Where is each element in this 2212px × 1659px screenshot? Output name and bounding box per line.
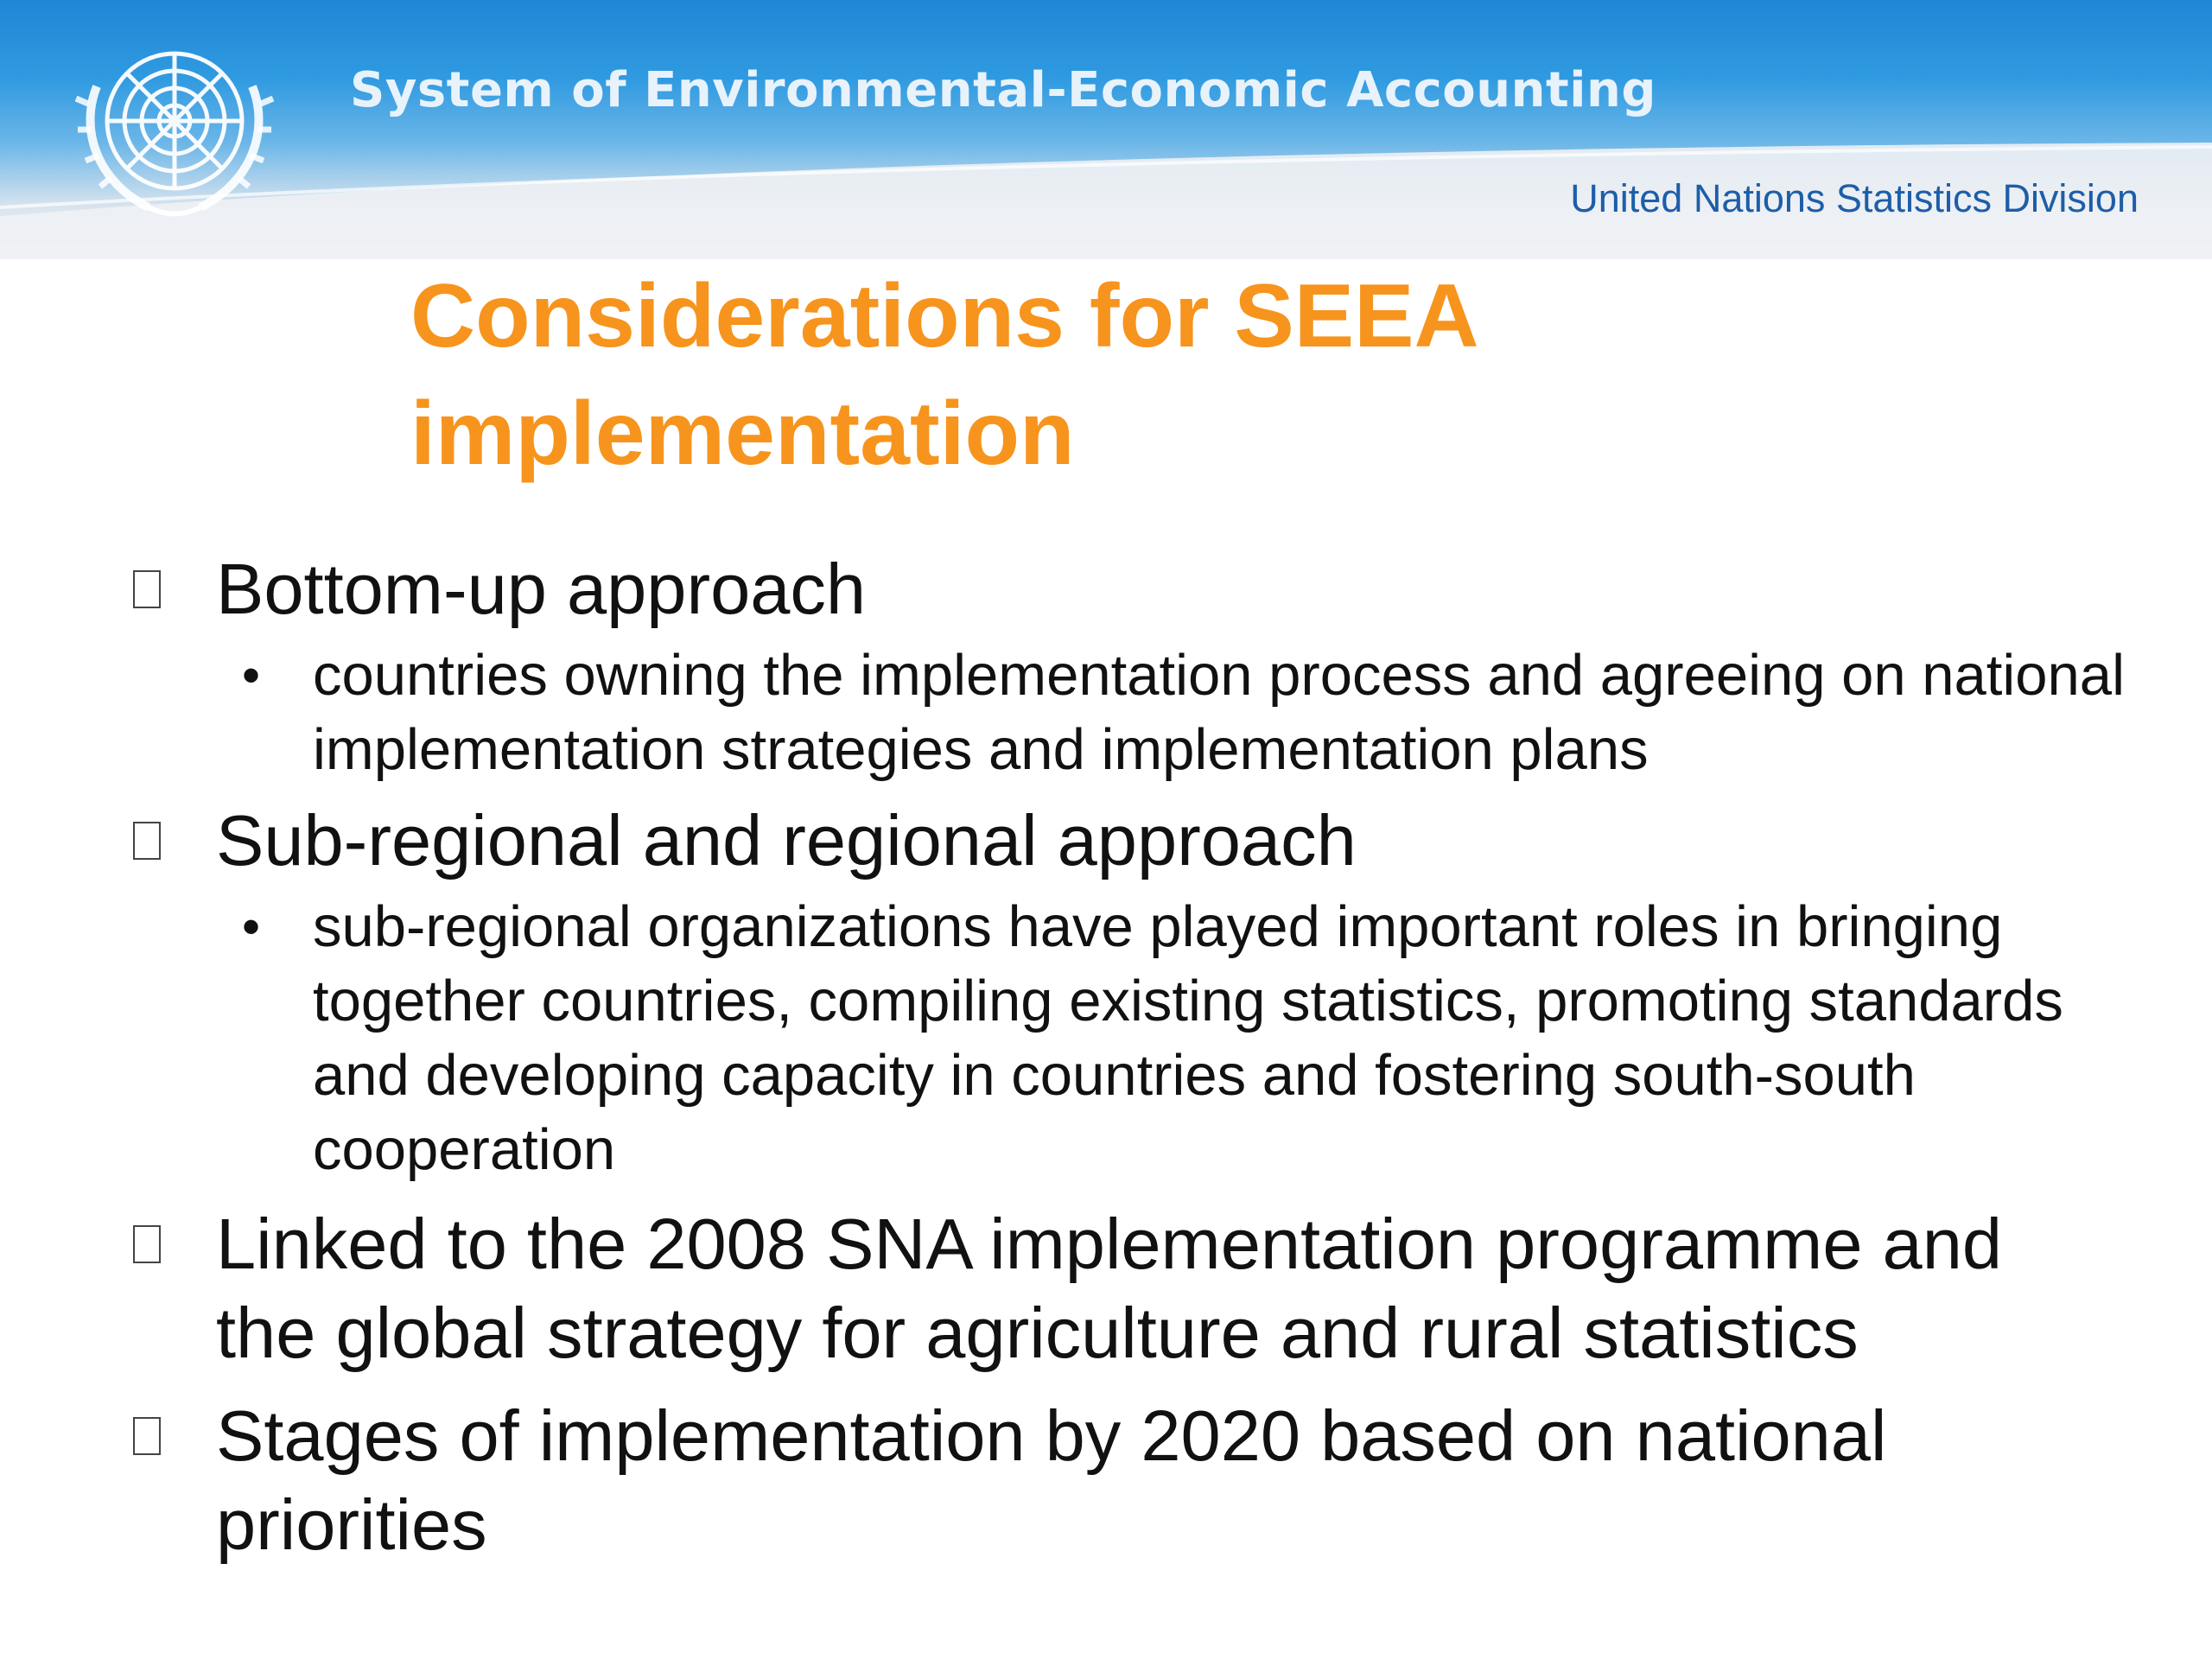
- bullet-text: Bottom-up approach: [216, 549, 867, 629]
- bullet-text: Stages of implementation by 2020 based on national priorities: [216, 1395, 1887, 1565]
- bullet-stages: [130, 1391, 2117, 1569]
- checkbox-bullet-icon: [133, 1417, 161, 1455]
- slide-content: [130, 544, 2125, 1569]
- dot-bullet-icon: •: [242, 646, 261, 704]
- checkbox-bullet-icon: [133, 822, 161, 860]
- subbullet-sub-regional: [130, 890, 2171, 1187]
- slide-title: Considerations for SEEA implementation: [410, 266, 1476, 484]
- bullet-sub-regional: [130, 796, 2117, 885]
- checkbox-bullet-icon: [133, 570, 161, 608]
- checkbox-bullet-icon: [133, 1225, 161, 1263]
- header-title: System of Environmental-Economic Accounting: [350, 62, 1656, 118]
- header-organization: United Nations Statistics Division: [1570, 176, 2139, 220]
- bullet-bottom-up: [130, 544, 2117, 633]
- bullet-text: Sub-regional and regional approach: [216, 800, 1357, 880]
- subbullet-text: sub-regional organizations have played important roles in bringing together countries, compiling existing statistics, promoting standards and developing capacity in countries and fostering south-south cooperation: [313, 894, 2063, 1182]
- bullet-sna-linked: [130, 1199, 2117, 1377]
- slide-header: [0, 0, 2212, 259]
- subbullet-text: countries owning the implementation process and agreeing on national implementation strategies and implementation plans: [313, 643, 2125, 782]
- bullet-text: Linked to the 2008 SNA implementation programme and the global strategy for agriculture and rural statistics: [216, 1204, 2003, 1373]
- subbullet-bottom-up: [130, 639, 2171, 787]
- un-emblem-logo: [62, 26, 287, 225]
- dot-bullet-icon: •: [242, 898, 261, 956]
